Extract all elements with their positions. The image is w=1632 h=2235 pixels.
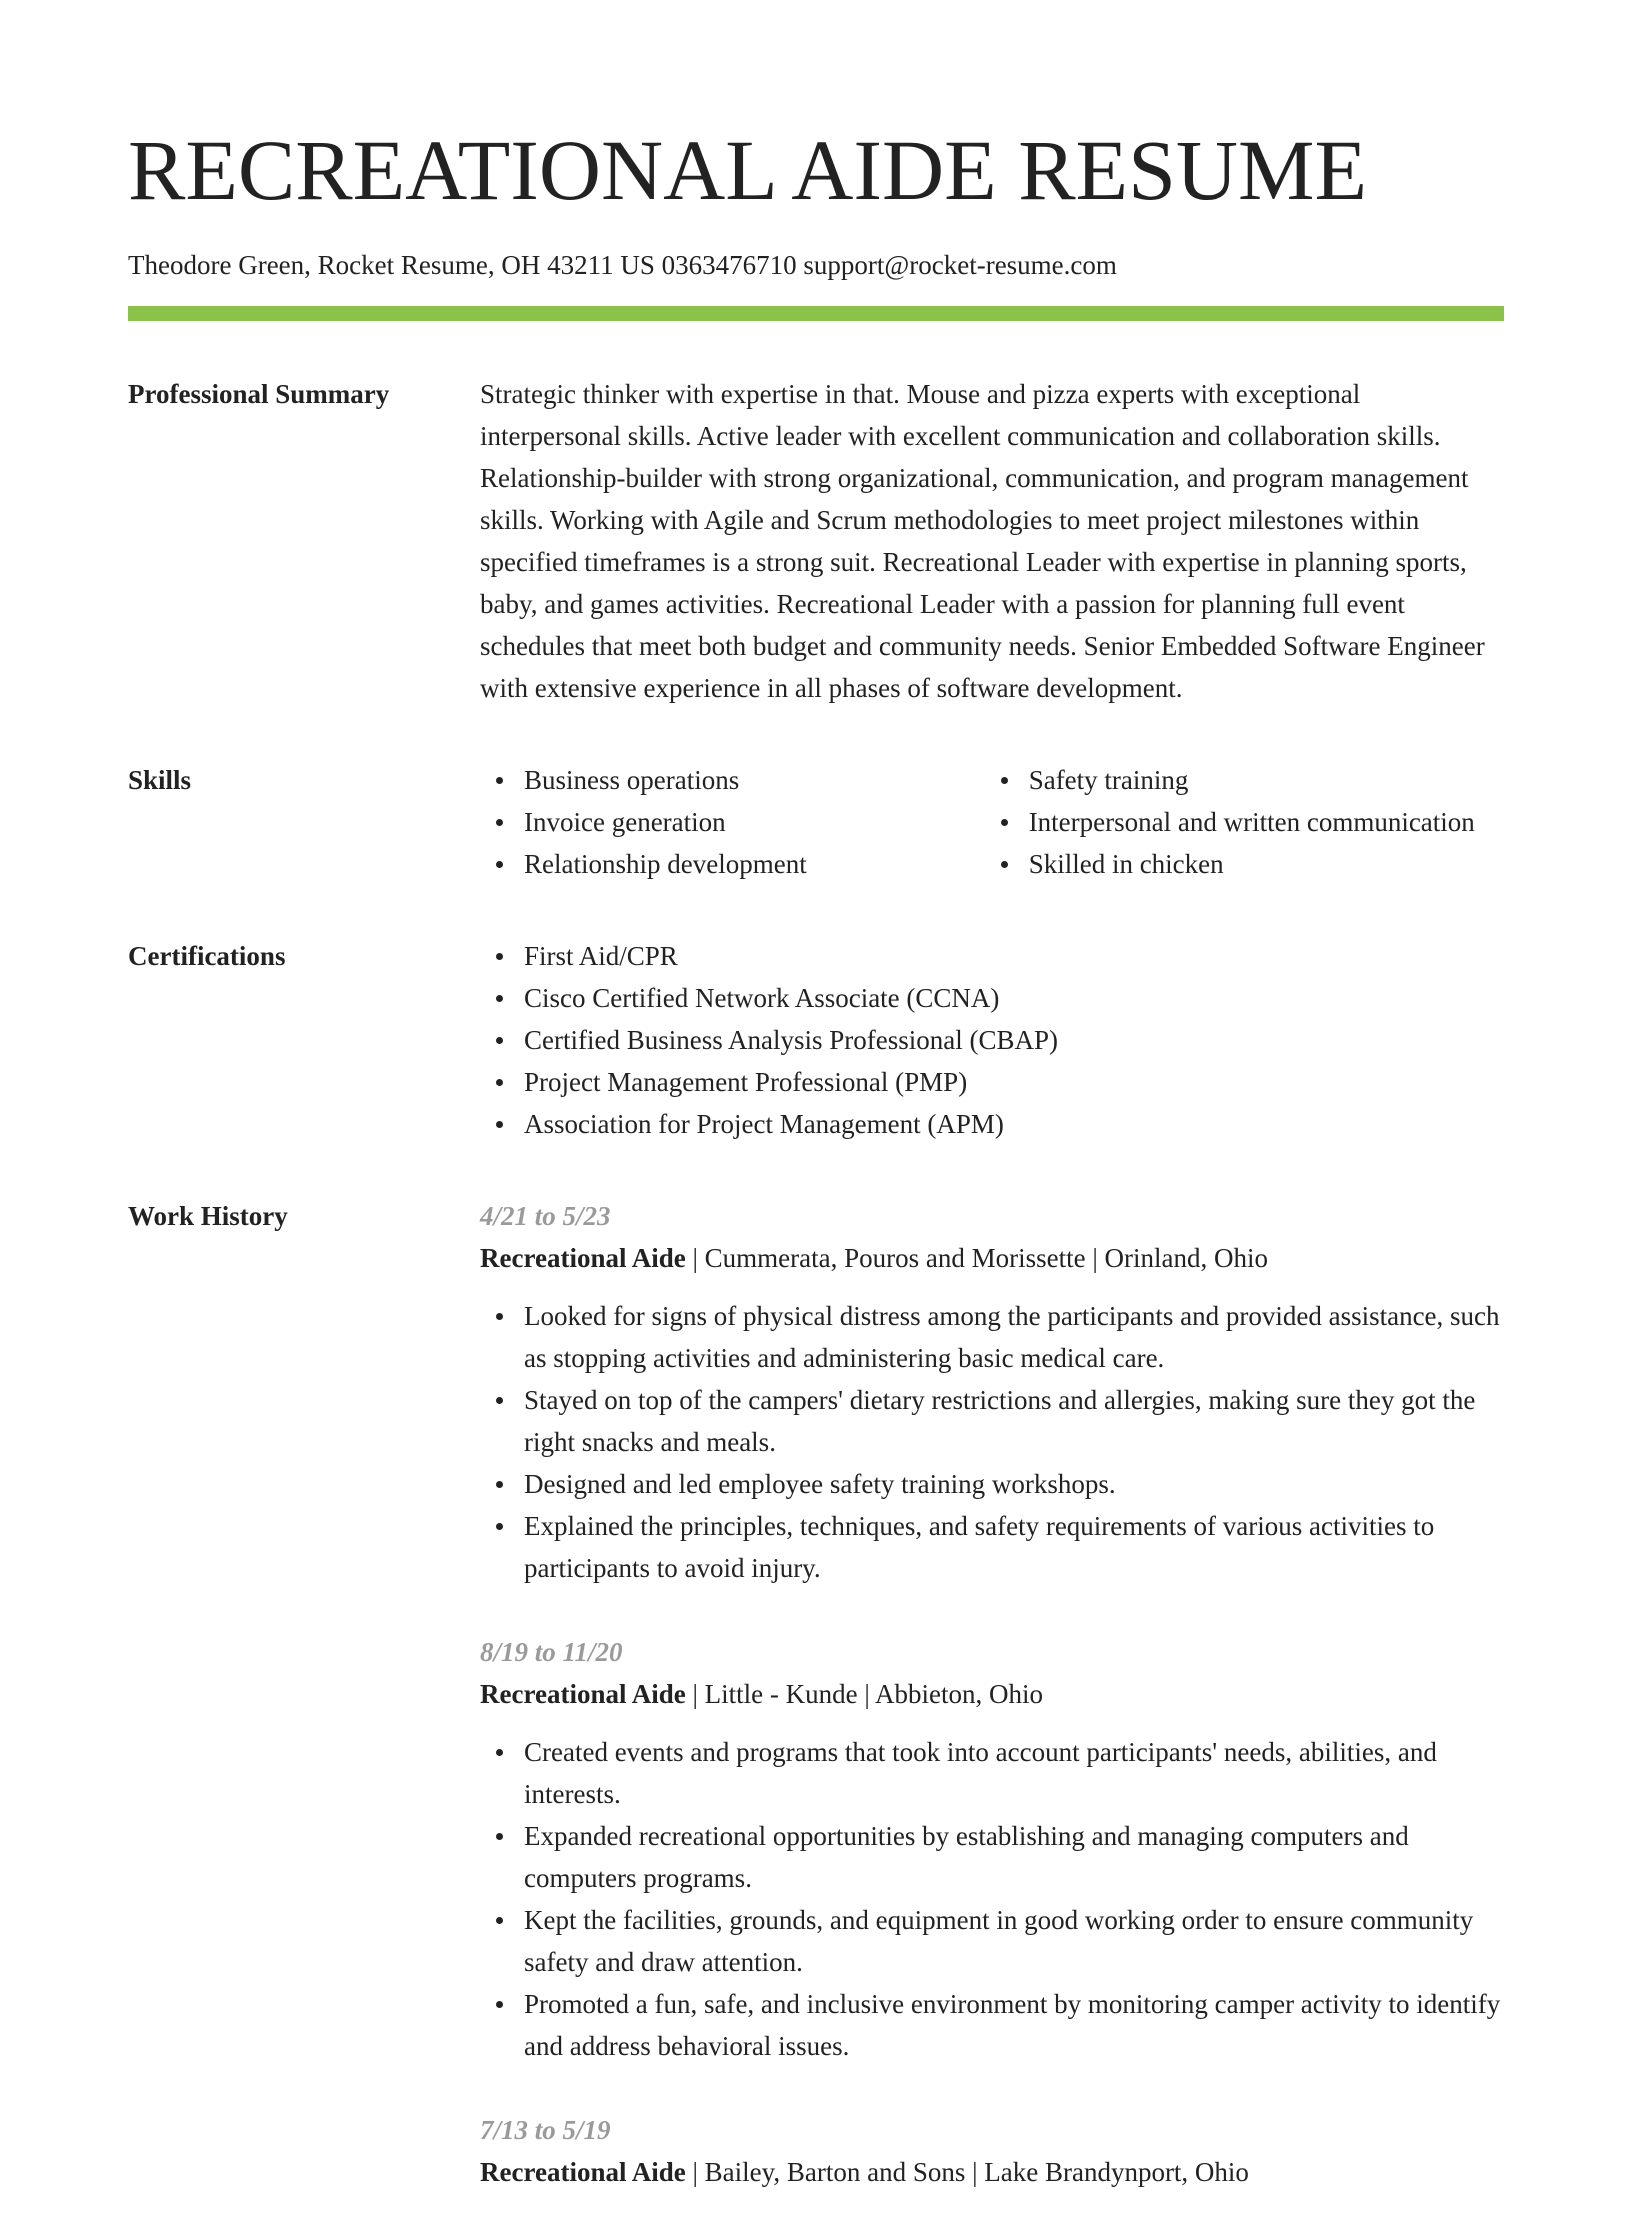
job-entry — [480, 1195, 1504, 1589]
section-body — [480, 935, 1504, 1145]
job-duty: Kept the facilities, grounds, and equipment in good working order to ensure community safety and draw attention. — [524, 1899, 1504, 1983]
skill-item: Safety training — [1029, 759, 1504, 801]
job-dates: 4/21 to 5/23 — [480, 1201, 611, 1231]
skill-item: Invoice generation — [524, 801, 985, 843]
job-heading — [480, 1673, 1504, 1715]
section-label: Work History — [128, 1201, 288, 1231]
certification-list — [480, 935, 1504, 1145]
job-duty: Designed and led employee safety training workshops. — [524, 1463, 1504, 1505]
job-dates: 8/19 to 11/20 — [480, 1637, 623, 1667]
section-certifications — [128, 935, 1504, 1145]
certification-item: Association for Project Management (APM) — [524, 1103, 1504, 1145]
job-entry — [480, 2109, 1504, 2193]
resume-title: RECREATIONAL AIDE RESUME — [128, 122, 1368, 218]
job-title: Recreational Aide — [480, 2157, 686, 2187]
skills-grid — [480, 759, 1504, 885]
job-heading — [480, 1237, 1504, 1279]
accent-divider — [128, 306, 1504, 321]
skills-column-2 — [985, 759, 1504, 885]
section-skills — [128, 759, 1504, 885]
job-dates: 7/13 to 5/19 — [480, 2115, 611, 2145]
section-label: Skills — [128, 765, 192, 795]
skill-item: Interpersonal and written communication — [1029, 801, 1504, 843]
skill-item: Skilled in chicken — [1029, 843, 1504, 885]
job-employer-location: | Little - Kunde | Abbieton, Ohio — [685, 1679, 1043, 1709]
section-label: Professional Summary — [128, 379, 390, 409]
section-professional-summary — [128, 373, 1504, 709]
job-duty: Expanded recreational opportunities by establishing and managing computers and computers programs. — [524, 1815, 1504, 1899]
job-heading — [480, 2151, 1504, 2193]
skill-item: Business operations — [524, 759, 985, 801]
summary-text: Strategic thinker with expertise in that. Mouse and pizza experts with exceptional interpersonal skills. Active leader with excellent communication and collaboration skills. Relationship-builder with strong organizational, communication, and program management skills. Working with Agile and Scrum methodologies to meet project milestones within specified timeframes is a strong suit. Recreational Leader with expertise in planning sports, baby, and games activities. Recreational Leader with a passion for planning full event schedules that meet both budget and community needs. Senior Embedded Software Engineer with extensive experience in all phases of software development. — [480, 379, 1485, 703]
job-duties — [480, 1295, 1504, 1589]
certification-item: Cisco Certified Network Associate (CCNA) — [524, 977, 1504, 1019]
resume-page — [128, 0, 1504, 2235]
contact-line: Theodore Green, Rocket Resume, OH 43211 US 0363476710 support@rocket-resume.com — [128, 250, 1117, 280]
certification-item: Project Management Professional (PMP) — [524, 1061, 1504, 1103]
skills-column-1 — [480, 759, 985, 885]
section-work-history — [128, 1195, 1504, 2235]
job-duties — [480, 1731, 1504, 2067]
job-employer-location: | Bailey, Barton and Sons | Lake Brandynport, Ohio — [685, 2157, 1249, 2187]
job-duty: Explained the principles, techniques, and safety requirements of various activities to participants to avoid injury. — [524, 1505, 1504, 1589]
section-body — [480, 373, 1504, 709]
job-entry — [480, 1631, 1504, 2067]
job-title: Recreational Aide — [480, 1243, 686, 1273]
job-employer-location: | Cummerata, Pouros and Morissette | Orinland, Ohio — [685, 1243, 1268, 1273]
section-label: Certifications — [128, 941, 286, 971]
certification-item: First Aid/CPR — [524, 935, 1504, 977]
skill-item: Relationship development — [524, 843, 985, 885]
certification-item: Certified Business Analysis Professional (CBAP) — [524, 1019, 1504, 1061]
job-duty: Promoted a fun, safe, and inclusive environment by monitoring camper activity to identify and address behavioral issues. — [524, 1983, 1504, 2067]
job-duty: Looked for signs of physical distress among the participants and provided assistance, such as stopping activities and administering basic medical care. — [524, 1295, 1504, 1379]
job-title: Recreational Aide — [480, 1679, 686, 1709]
job-duty: Stayed on top of the campers' dietary restrictions and allergies, making sure they got the right snacks and meals. — [524, 1379, 1504, 1463]
job-duty: Created events and programs that took into account participants' needs, abilities, and interests. — [524, 1731, 1504, 1815]
section-body — [480, 1195, 1504, 2235]
